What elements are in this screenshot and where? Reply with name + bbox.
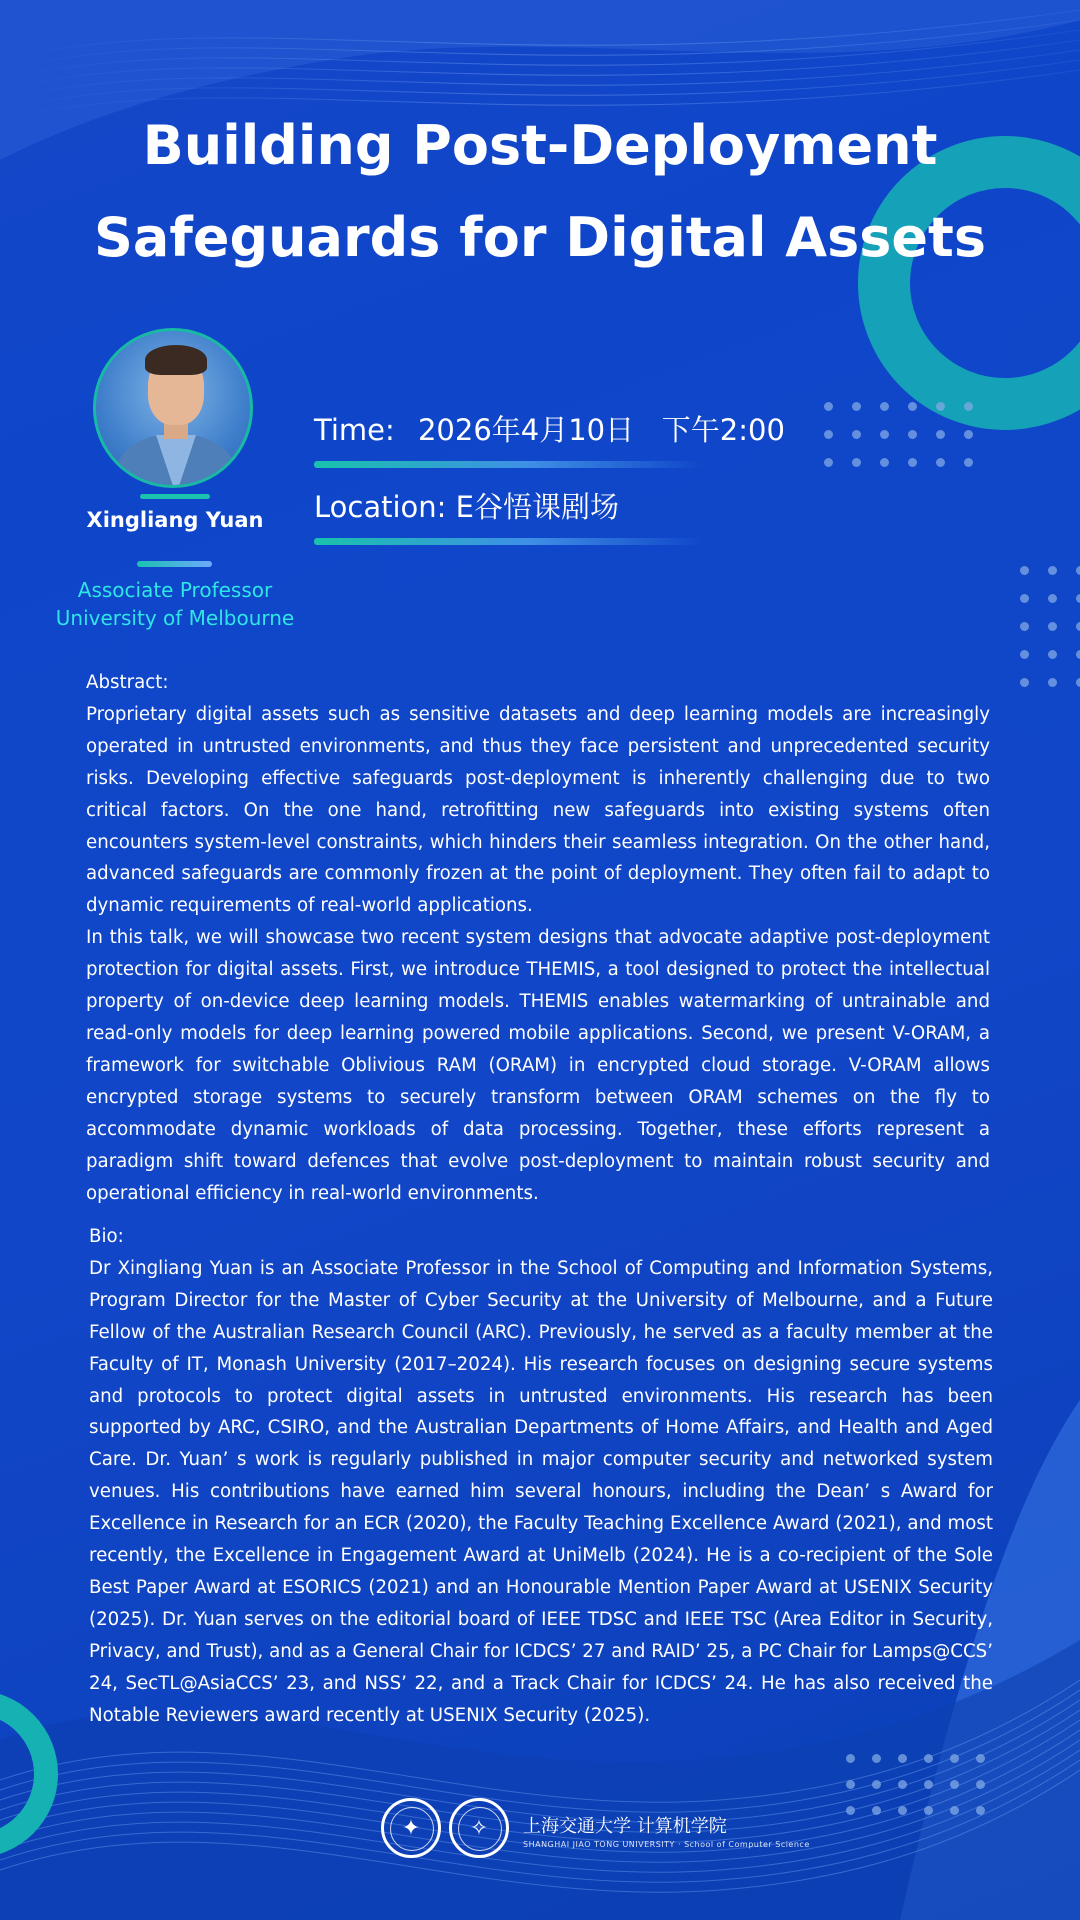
dot-grid-right: [1020, 566, 1080, 716]
location-row: [314, 485, 619, 526]
speaker-title: Associate Professor: [77, 578, 273, 602]
bio-text: Dr Xingliang Yuan is an Associate Professor in the School of Computing and Information Systems, Program Director for the Master of Cyber Security at the University of Melbourne, and a Future Fellow of the Australian Research Council (ARC). Previously, he served as a faculty member at the Faculty of IT, Monash University (2017–2024). His research focuses on designing secure systems and protocols to protect digital assets in untrusted environments. His research has been supported by ARC, CSIRO, and the Australian Departments of Home Affairs, and Health and Aged Care. Dr. Yuan’ s work is regularly published in major computer security and networked system venues. His contributions have earned him several honours, including the Dean’ s Award for Excellence in Research for an ECR (2020), the Faculty Teaching Excellence Award (2021), and most recently, the Excellence in Engagement Award at UniMelb (2024). He is a co-recipient of the Sole Best Paper Award at ESORICS (2021) and an Honourable Mention Paper Award at USENIX Security (2025). Dr. Yuan serves on the editorial board of IEEE TDSC and IEEE TSC (Area Editor in Security, Privacy, and Trust), and as a General Chair for ICDCS’ 27 and RAID’ 25, a PC Chair for Lamps@CCS’ 24, SecTL@AsiaCCS’ 23, and NSS’ 22, and a Track Chair for ICDCS’ 24. He has also received the Notable Reviewers award recently at USENIX Security (2025).: [89, 1257, 993, 1726]
dot-grid-bottom: [846, 1754, 1026, 1824]
abstract-heading: Abstract:: [86, 672, 169, 693]
school-seal-logo: ✧: [449, 1798, 509, 1858]
speaker-photo: [93, 328, 253, 488]
location-label: Location:: [314, 490, 447, 524]
speaker-role-block: [30, 576, 320, 632]
bio-section: [89, 1221, 993, 1732]
photo-underline: [140, 494, 210, 499]
speaker-name: Xingliang Yuan: [86, 508, 264, 532]
location-underline: [314, 538, 704, 545]
poster-title: [0, 100, 1080, 284]
title-line-1: Building Post-Deployment: [142, 114, 938, 177]
photo-hair: [145, 345, 207, 375]
dot-grid-top: [824, 402, 1004, 472]
title-line-2: Safeguards for Digital Assets: [94, 206, 986, 269]
time-value: 2026年4月10日 下午2:00: [417, 413, 785, 447]
school-name: 上海交通大学 计算机学院: [523, 1816, 727, 1837]
abstract-section: [86, 667, 990, 1209]
name-underline: [137, 561, 212, 567]
bio-heading: Bio:: [89, 1226, 124, 1247]
time-underline: [314, 461, 704, 468]
footer-logos: [381, 1798, 810, 1862]
time-label: Time:: [314, 413, 395, 447]
school-name-en: SHANGHAI JIAO TONG UNIVERSITY · School of Computer Science: [523, 1840, 810, 1849]
time-row: [314, 408, 785, 449]
university-seal-logo: ✦: [381, 1798, 441, 1858]
speaker-affiliation: University of Melbourne: [55, 606, 295, 630]
abstract-paragraph-1: Proprietary digital assets such as sensitive datasets and deep learning models are increasingly operated in untrusted environments, and thus they face persistent and unprecedented security risks. Developing effective safeguards post-deployment is inherently challenging due to two critical factors. On the one hand, retrofitting new safeguards into existing systems often encounters system-level constraints, which hinders their seamless integration. On the other hand, advanced safeguards are commonly frozen at the point of deployment. They often fail to adapt to dynamic requirements of real-world applications.: [86, 703, 990, 917]
abstract-paragraph-2: In this talk, we will showcase two recent system designs that advocate adaptive post-deployment protection for digital assets. First, we introduce THEMIS, a tool designed to protect the intellectual property of on-device deep learning models. THEMIS enables watermarking of untrainable and read-only models for deep learning powered mobile applications. Second, we present V-ORAM, a framework for switchable Oblivious RAM (ORAM) in encrypted cloud storage. V-ORAM allows encrypted storage systems to securely transform between ORAM schemes on the fly to accommodate dynamic workloads of data processing. Together, these efforts represent a paradigm shift toward defences that evolve post-deployment to maintain robust security and operational efficiency in real-world environments.: [86, 927, 990, 1204]
location-value: E谷悟课剧场: [455, 490, 619, 524]
